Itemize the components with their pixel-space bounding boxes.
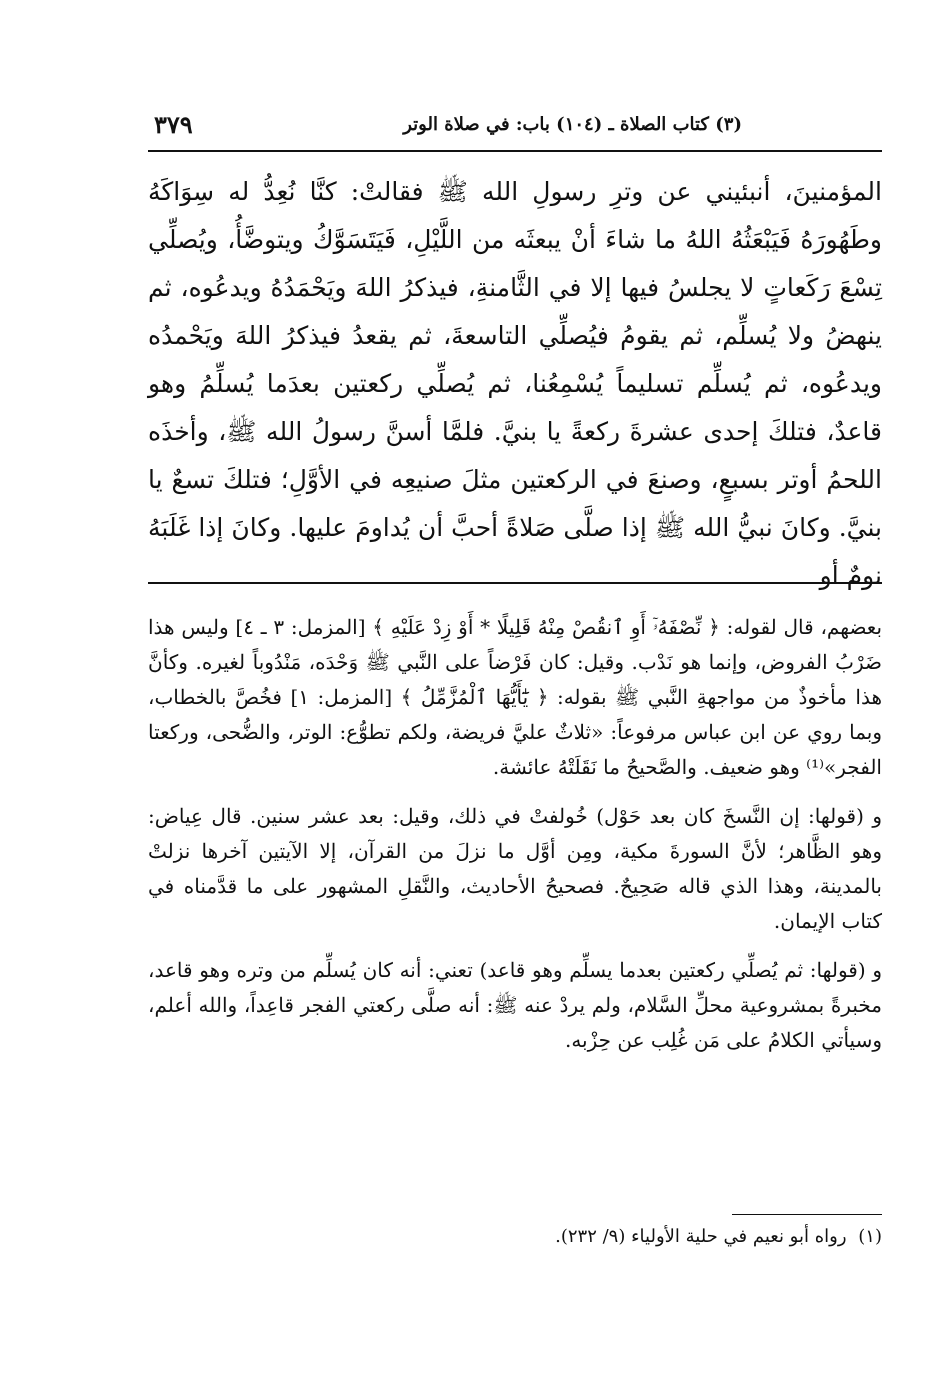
footnote-text: رواه أبو نعيم في حلية الأولياء (٩/ ٢٣٢). (555, 1226, 847, 1247)
footnote (148, 1222, 882, 1252)
commentary-paragraph: بعضهم، قال لقوله: ﴿ نِّصْفَهُۥٓ أَوِ ٱنقُصْ مِنْهُ قَلِيلًا * أَوْ زِدْ عَلَيْهِ ﴾ [المزمل: ٣ ـ ٤] وليس هذا ضَرْبُ الفروض، وإنما هو نَدْب. وقيل: كان فَرْضاً على النَّبي ﷺ وَحْدَه، مَنْدُوباً لغيره. وكأنَّ هذا مأخوذٌ من مواجهةِ النَّبي ﷺ بقوله: ﴿ يَٰٓأَيُّهَا ٱلْمُزَّمِّلُ ﴾ [المزمل: ١] فخُصَّ بالخطاب، وبما روي عن ابن عباس مرفوعاً: «ثلاثٌ عليَّ فريضة، ولكم تطوُّع: الوتر، والضُّحى، وركعتا الفجر»⁽¹⁾ وهو ضعيف. والصَّحيحُ ما نَقَلَتْهُ عائشة. (148, 615, 883, 779)
running-header (148, 106, 882, 152)
section-divider (148, 582, 882, 584)
commentary-paragraph: و (قولها: إن النَّسخَ كان بعد حَوْل) خُولفتْ في ذلك، وقيل: بعد عشر سنين. قال عِياض: وهو الظَّاهر؛ لأنَّ السورةَ مكية، ومِن أوَّل ما نزلَ من القرآن، إلا الآيتين آخرها نزلتْ بالمدينة، وهذا الذي قاله صَحِيحٌ. فصحيحُ الأحاديث، والنَّقلِ المشهور على ما قدَّمناه في كتاب الإيمان. (148, 804, 882, 933)
header-title: (٣) كتاب الصلاة ـ (١٠٤) باب: في صلاة الوتر (403, 114, 742, 135)
commentary (148, 610, 882, 1072)
hadith-text: المؤمنينَ، أنبئيني عن وترِ رسولِ الله ﷺ فقالتْ: كنَّا نُعِدُّ له سِوَاكَهُ وطَهُورَهُ فَيَبْعَثُهُ اللهُ ما شاءَ أنْ يبعثَه من اللَّيْلِ، فَيَتَسَوَّكُ ويتوضَّأُ، ويُصلِّي تِسْعَ رَكَعاتٍ لا يجلسُ فيها إلا في الثَّامنةِ، فيذكرُ اللهَ ويَحْمَدُهُ ويدعُوه، ثم ينهضُ ولا يُسلِّم، ثم يقومُ فيُصلِّي التاسعةَ، ثم يقعدُ فيذكرُ اللهَ ويَحْمدُه ويدعُوه، ثم يُسلِّم تسليماً يُسْمِعُنا، ثم يُصلِّي ركعتين بعدَما يُسلِّمُ وهو قاعدٌ، فتلكَ إحدى عشرةَ ركعةً يا بنيَّ. فلمَّا أسنَّ رسولُ الله ﷺ، وأخذَه اللحمُ أوتر بسبعٍ، وصنعَ في الركعتين مثلَ صنيعِه في الأوَّلِ؛ فتلكَ تسعٌ يا بنيَّ. وكانَ نبيُّ الله ﷺ إذا صلَّى صَلاةً أحبَّ أن يُداومَ عليها. وكانَ إذا غَلَبَهُ نومٌ أو (148, 177, 882, 590)
commentary-paragraph: و (قولها: ثم يُصلِّي ركعتين بعدما يسلِّم وهو قاعد) تعني: أنه كان يُسلِّم من وتره وهو قاعد، مخبرةً بمشروعية محلِّ السَّلام، ولم يردْ عنه ﷺ: أنه صلَّى ركعتي الفجر قاعِداً، والله أعلم، وسيأتي الكلامُ على مَن غُلِب عن حِزْبه. (148, 958, 882, 1052)
footnote-rule (732, 1214, 882, 1215)
footnote-number: (١) (858, 1226, 882, 1247)
page-number: ٣٧٩ (154, 110, 193, 139)
main-text (148, 168, 882, 600)
